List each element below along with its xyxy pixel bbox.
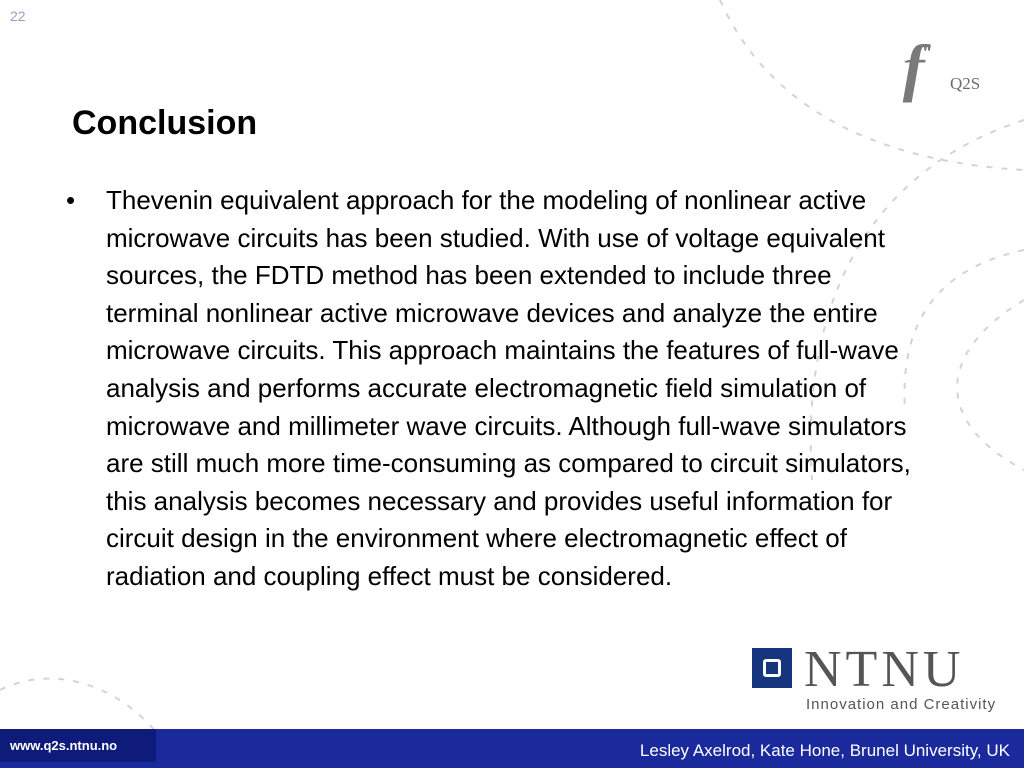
bullet-text: Thevenin equivalent approach for the modeling of nonlinear active microwave circuits has been studied. With use of voltage equivalent sources, the FDTD method has been extended to include three terminal nonlinear active microwave devices and analyze the entire microwave circuits. This approach maintains the features of full-wave analysis and performs accurate electromagnetic field simulation of microwave and millimeter wave circuits. Although full-wave simulators are still much more time-consuming as compared to circuit simulators, this analysis becomes necessary and provides useful information for circuit design in the environment where electromagnetic effect of radiation and coupling effect must be considered. bbox=[106, 185, 911, 591]
footer-bar bbox=[0, 729, 1024, 768]
slide-number: 22 bbox=[10, 8, 26, 24]
q2s-logo-glyph: ff bbox=[902, 32, 910, 103]
footer-url-box bbox=[0, 729, 156, 762]
ntnu-logo-word: NTNU bbox=[804, 641, 965, 698]
ntnu-tagline: Innovation and Creativity bbox=[806, 696, 997, 713]
slide-title: Conclusion bbox=[72, 104, 258, 142]
decor-curve-right-low bbox=[957, 300, 1024, 470]
ntnu-logo bbox=[752, 641, 1004, 720]
ntnu-emblem-icon bbox=[752, 648, 792, 688]
bullet-list bbox=[66, 182, 926, 596]
footer-credit: Lesley Axelrod, Kate Hone, Brunel University, UK bbox=[639, 741, 1010, 760]
footer-url-link[interactable]: www.q2s.ntnu.no bbox=[10, 738, 118, 753]
bullet-item bbox=[66, 182, 926, 596]
bullet-icon: • bbox=[66, 185, 76, 215]
q2s-logo bbox=[898, 28, 998, 120]
q2s-logo-text: Q2S bbox=[950, 74, 981, 93]
